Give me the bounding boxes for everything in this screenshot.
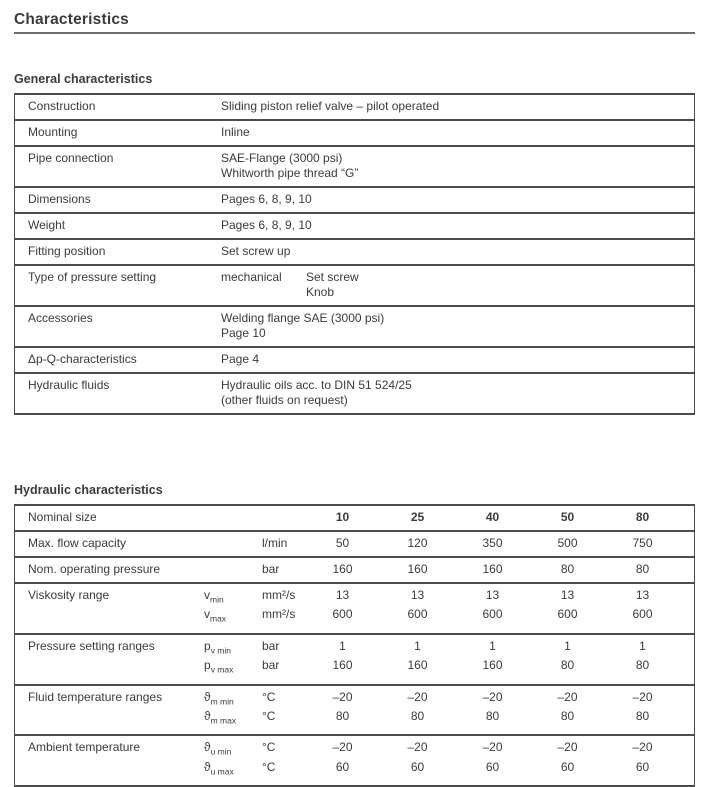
cell-value: –20: [482, 689, 503, 704]
cell-value: 13: [410, 588, 425, 602]
table-row-ambient-temperature: [15, 736, 694, 787]
row-value-line: SAE-Flange (3000 psi): [221, 151, 343, 165]
value-line: [204, 562, 694, 577]
row-value-line: Sliding piston relief valve – pilot operated: [221, 99, 440, 113]
cell-value: –20: [407, 740, 428, 755]
cell-value: –20: [482, 740, 503, 755]
cell-value: 50: [335, 536, 350, 550]
row-value-line: Whitworth pipe thread “G”: [221, 166, 359, 180]
row-label: Δp-Q-characteristics: [28, 352, 137, 366]
row-label: Mounting: [28, 125, 78, 139]
value-line: [204, 588, 694, 607]
table-row-type-of-pressure-setting: [15, 266, 694, 307]
symbol: [204, 536, 262, 551]
table-row-nominal-size: [15, 506, 694, 532]
datasheet-page: [0, 10, 709, 786]
cell-value: 600: [332, 607, 353, 622]
row-label: Viskosity range: [28, 588, 110, 602]
unit: l/min: [262, 536, 288, 550]
cell-value: 13: [560, 588, 575, 602]
cell-value: 80: [560, 562, 575, 576]
nominal-size-value: 50: [560, 510, 575, 524]
cell-value: 60: [560, 759, 575, 774]
value-line: [204, 760, 694, 779]
nominal-size-value: 25: [410, 510, 425, 524]
symbol-theta-u-max: $ϑ_{u max}$: [204, 759, 234, 777]
value-line: [204, 658, 694, 677]
cell-value: –20: [407, 689, 428, 704]
cell-value: 1: [564, 638, 571, 653]
symbol-pv-max: $p_{v max}$: [204, 658, 234, 675]
cell-value: –20: [557, 689, 578, 704]
row-value: [221, 192, 694, 207]
row-value-line: Set screw up: [221, 244, 291, 258]
unit: mm²/s: [262, 607, 296, 622]
hydraulic-characteristics-table: [14, 504, 695, 787]
row-label: Fluid temperature ranges: [28, 689, 163, 704]
table-row-weight: [15, 214, 694, 240]
row-value-line: Knob: [306, 285, 335, 299]
cell-value: 1: [339, 638, 346, 653]
cell-value: 160: [482, 562, 503, 576]
row-label: Pipe connection: [28, 151, 114, 165]
cell-value: 1: [414, 638, 421, 653]
nominal-size-value: 10: [335, 510, 350, 524]
cell-value: 80: [635, 658, 650, 673]
unit: bar: [262, 638, 280, 653]
unit: bar: [262, 562, 280, 576]
table-row-nom-operating-pressure: [15, 558, 694, 584]
row-label: Nom. operating pressure: [28, 562, 161, 576]
cell-value: 80: [560, 708, 575, 723]
row-value-line: Pages 6, 8, 9, 10: [221, 218, 312, 232]
cell-value: 160: [332, 658, 353, 673]
unit: °C: [262, 759, 276, 774]
row-label: Accessories: [28, 311, 93, 325]
cell-value: 750: [632, 536, 653, 550]
value-line: [204, 690, 694, 709]
symbol-pv-min: $p_{v min}$: [204, 638, 231, 656]
cell-value: 350: [482, 536, 503, 550]
cell-value: 60: [335, 759, 350, 774]
row-value: [221, 151, 694, 181]
pressure-setting-mode: mechanical: [221, 270, 282, 284]
nominal-size-value: 80: [635, 510, 650, 524]
unit: °C: [262, 689, 276, 704]
cell-value: 80: [560, 658, 575, 673]
row-value: [221, 218, 694, 233]
unit: °C: [262, 708, 276, 723]
cell-value: 600: [557, 607, 578, 622]
pressure-setting-options: [306, 270, 359, 300]
cell-value: 600: [407, 607, 428, 622]
row-label: Pressure setting ranges: [28, 638, 155, 653]
table-row-construction: [15, 95, 694, 121]
table-row-hydraulic-fluids: [15, 374, 694, 415]
symbol-v-max: $v_{max}$: [204, 607, 227, 624]
row-label: Ambient temperature: [28, 740, 141, 755]
symbol-theta-m-min: $ϑ_{m min}$: [204, 689, 234, 706]
row-value: [221, 352, 694, 367]
cell-value: –20: [332, 689, 353, 704]
row-value: [221, 270, 694, 300]
cell-value: 160: [332, 562, 353, 576]
cell-value: 80: [485, 708, 500, 723]
row-label: Type of pressure setting: [28, 270, 157, 284]
table-row-fluid-temperature-ranges: [15, 686, 694, 737]
title-rule: [14, 32, 695, 34]
symbol-v-min: $v_{min}$: [204, 588, 224, 605]
row-value-line: Hydraulic oils acc. to DIN 51 524/25: [221, 378, 412, 392]
cell-value: 500: [557, 536, 578, 550]
row-value: [221, 311, 694, 341]
page-title: Characteristics: [14, 11, 130, 28]
table-row-pressure-setting-ranges: [15, 635, 694, 686]
cell-value: –20: [632, 740, 653, 755]
table-row-viskosity-range: [15, 584, 694, 635]
cell-value: 80: [410, 708, 425, 723]
value-line: [204, 709, 694, 728]
cell-value: 80: [335, 708, 350, 723]
cell-value: 1: [639, 638, 646, 653]
row-label: Construction: [28, 99, 96, 113]
nominal-size-value: 40: [485, 510, 500, 524]
cell-value: 13: [335, 588, 350, 602]
unit: °C: [262, 740, 276, 755]
value-line: [204, 740, 694, 759]
cell-value: 13: [485, 588, 500, 602]
table-row-pipe-connection: [15, 147, 694, 188]
table-row-mounting: [15, 121, 694, 147]
cell-value: 60: [410, 759, 425, 774]
row-value: [221, 125, 694, 140]
row-value: [221, 244, 694, 259]
value-line: [204, 536, 694, 551]
symbol-theta-u-min: $ϑ_{u min}$: [204, 740, 232, 757]
table-row-dp-q-characteristics: [15, 348, 694, 374]
cell-value: 160: [407, 658, 428, 673]
cell-value: 600: [482, 607, 503, 622]
cell-value: –20: [557, 740, 578, 755]
value-line: [204, 607, 694, 626]
cell-value: 120: [407, 536, 428, 550]
value-line: [204, 639, 694, 658]
table-row-accessories: [15, 307, 694, 348]
cell-value: 60: [485, 759, 500, 774]
cell-value: 1: [489, 638, 496, 653]
cell-value: 80: [635, 708, 650, 723]
row-value-line: Welding flange SAE (3000 psi): [221, 311, 385, 325]
row-value-line: Inline: [221, 125, 250, 139]
row-label: Weight: [28, 218, 66, 232]
row-value: [221, 99, 694, 114]
cell-value: 160: [407, 562, 428, 576]
row-value-line: Page 4: [221, 352, 260, 366]
hydraulic-characteristics-heading: Hydraulic characteristics: [14, 483, 163, 497]
symbol: [204, 562, 262, 577]
row-value: [221, 378, 694, 408]
table-row-max-flow-capacity: [15, 532, 694, 558]
cell-value: –20: [332, 740, 353, 755]
general-characteristics-heading: General characteristics: [14, 72, 153, 86]
row-value-line: Page 10: [221, 326, 266, 340]
row-value-line: Set screw: [306, 270, 359, 284]
row-label: Dimensions: [28, 192, 91, 206]
table-row-dimensions: [15, 188, 694, 214]
row-label: Nominal size: [28, 510, 97, 524]
row-label: Hydraulic fluids: [28, 378, 110, 392]
symbol-theta-m-max: $ϑ_{m max}$: [204, 708, 237, 726]
unit: bar: [262, 658, 280, 673]
cell-value: 80: [635, 562, 650, 576]
cell-value: 60: [635, 759, 650, 774]
unit: mm²/s: [262, 588, 296, 602]
table-row-fitting-position: [15, 240, 694, 266]
general-characteristics-table: [14, 93, 695, 415]
cell-value: 13: [635, 588, 650, 602]
row-value-line: (other fluids on request): [221, 393, 348, 407]
cell-value: –20: [632, 689, 653, 704]
row-label: Max. flow capacity: [28, 536, 127, 550]
cell-value: 160: [482, 658, 503, 673]
cell-value: 600: [632, 607, 653, 622]
row-label: Fitting position: [28, 244, 106, 258]
row-value-line: Pages 6, 8, 9, 10: [221, 192, 312, 206]
